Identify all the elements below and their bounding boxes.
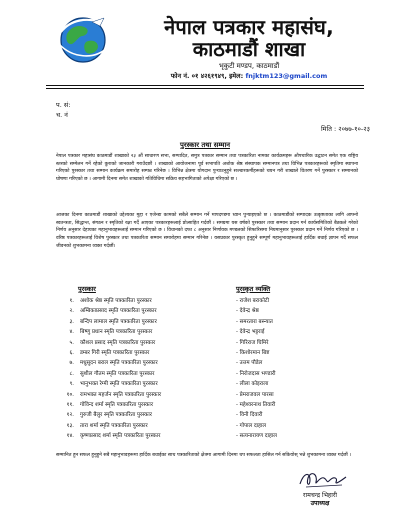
awardee-name: - विनी दिवारी [236, 412, 263, 419]
award-name: अशोक श्रेष्ठ स्मृति पत्रकारिता पुरस्कार [80, 298, 152, 304]
table-row [56, 379, 366, 389]
award-number: १. [69, 298, 74, 304]
award-name: मधुसुदन बराल स्मृति पत्रकारिता पुरस्कार [80, 360, 158, 367]
award-name: तारा शर्मा स्मृति पत्रकारिता पुरस्कार [80, 422, 148, 429]
body-paragraph-2: आजका दिनमा काठमाडौं शाखाको उद्देश्यका मुद्दा र एजेन्डा कामको सबैले सम्मान गर्ने मापदण्डमा ध्यान पुर्‍याइएको छ । काठमाडौंको सम्पादक उत्कृष्टताका लागि आफ्नो स्वतन्त्रता, सिद्धान्त, संगठन र स्मृतिको रक्षा गर्दै आएका पत्रकारहरूलाई प्रोत्साहित गर्दछौं । समग्रमा यस वर्षको पुरस्कार तथा सम्मान प्रदान गर्न कार्यसमितिको बैठकले गरेको निर्णय अनुसार देहायका महानुभावहरूलाई सम्मान गरिएको छ । विधानको दफा ८ अनुसार निर्णायक मण्डलको सिफारिसमा नियमानुसार पुरस्कार प्रदान गर्ने निर्णय गरिएको छ । वरिष्ठ पत्रकारहरूलाई विशेष पुरस्कार तथा पत्रकारिता सम्मान समारोहमा सम्मान गरिनेछ । यसप्रकार पुरस्कृत हुनुहुने सम्पूर्ण महानुभावहरूलाई हार्दिक बधाई ज्ञापन गर्दै सफल जीवनको शुभकामना व्यक्त गर्दछौं। [56, 213, 358, 249]
table-row [56, 296, 366, 306]
table-row [56, 358, 366, 368]
fnj-logo-icon [56, 14, 110, 66]
table-row [56, 410, 366, 420]
contact-phone: फोन नं. ०१ ४२६१९४९, इमेल: [170, 72, 246, 80]
award-name: गुरुजी बैलुर स्मृति पत्रकारिता पुरस्कार [80, 412, 152, 419]
award-name: सुशील गौतम स्मृति पत्रकारिता पुरस्कार [80, 370, 155, 377]
award-name: बन्दिप लामाल स्मृति पत्रकारिता पुरस्कार [80, 318, 157, 325]
table-row [56, 327, 366, 337]
award-name: बिष्णु प्रधान स्मृति पत्रकारिता पुरस्कार [80, 329, 153, 336]
branch-title: काठमाडौं शाखा [192, 37, 306, 61]
award-number: ६. [69, 350, 74, 356]
letter-date: मिति : २०७७-१०-२३ [320, 125, 370, 133]
dispatch-number: च. नं [56, 111, 68, 119]
table-row [56, 306, 366, 316]
awardee-name: - लीला कोइराला [236, 381, 269, 388]
awardee-name: - प्रेमराजवल पारसा [236, 391, 274, 398]
table-row [56, 400, 366, 410]
award-number: १०. [66, 391, 74, 398]
award-name: अम्बिकाप्रसाद स्मृति पत्रकारिता पुरस्कार [80, 308, 157, 315]
awardee-name: - देवेन्द्र भट्टराई [236, 329, 265, 336]
reference-number: प. सं: [56, 101, 71, 109]
award-number: ८. [69, 370, 74, 377]
award-name: भानुभक्त रेग्मी स्मृति पत्रकारिता पुरस्कार [80, 381, 158, 388]
letterhead-divider-thin [46, 88, 364, 89]
award-number: १२. [66, 412, 74, 419]
awardee-name: - गिरिराज घिमिरे [236, 339, 269, 346]
table-row [56, 421, 366, 431]
letter-subject: पुरस्कार तथा सम्मान [180, 141, 230, 149]
award-number: ९. [69, 381, 74, 388]
table-header-award: पुरस्कार [78, 285, 96, 293]
table-row [56, 431, 366, 441]
table-row [56, 390, 366, 400]
table-row [56, 338, 366, 348]
signatory-name: रामचन्द्र भिहारी [303, 492, 337, 499]
award-number: २. [69, 308, 74, 315]
award-name: कौशल प्रसाद स्मृति पत्रकारिता पुरस्कार [80, 339, 156, 346]
table-header-person: पुरस्कृत व्यक्ति [236, 285, 271, 293]
award-name: कृष्णप्रसाद शर्मा स्मृति पत्रकारिता पुरस्कार [80, 433, 161, 440]
awardee-name: - उत्तम पौडेल [236, 360, 263, 367]
award-number: १३. [66, 422, 74, 429]
awardee-name: - निरोजदास भण्डारी [236, 370, 276, 377]
award-number: ४. [69, 329, 74, 336]
awardee-name: - देवेन्द्र श्रेष्ठ [236, 308, 259, 315]
body-paragraph-1: नेपाल पत्रकार महासंघ काठमाडौं शाखाको २३ औं साधारण सभा, सम्पादित, समुत्र पत्रकार सम्मान तथा पत्रकारिता नामका कार्यक्रमहरू औपचारिक उद्घाटन समेत एक राष्ट्रिय स्तरको सम्मेलन गर्ने रहेको कुराको जानकारी गराउँदछौं । शाखाको आयोजनामा पूर्व सभापति अशोक श्रेष्ठ संस्थापक सम्मानपत्र तथा विभिन्न पत्रकारहरूको स्मृतिमा स्थापना गरिएको पुरस्कार तथा सम्मान कार्यक्रम समारोह सम्पन्न गरिनेछ । विभिन्न क्षेत्रमा योगदान पुर्‍याउनुहुने सञ्चारकर्मीहरूको चयन गरी शाखाले वितरण गर्ने पुरस्कार र सम्मानको घोषणा गरिएको छ । आगामी दिनमा समेत शाखाको गतिविधिमा सक्रिय सहभागिताको अपेक्षा गरिएको छ । [56, 154, 358, 183]
table-row [56, 348, 366, 358]
awardee-name: - गोपाल दाहाल [236, 422, 267, 429]
organization-address: भृकुटी मण्डप, काठमाडौं [218, 62, 280, 70]
award-number: १४. [66, 433, 74, 440]
letterhead-divider [46, 85, 364, 86]
award-name: डम्बर गिरी स्मृति पत्रकारिता पुरस्कार [80, 350, 150, 356]
signature-icon [296, 468, 350, 490]
award-number: ११. [66, 402, 74, 408]
awardee-name: - किशोरमान बिष्ट [236, 350, 270, 356]
closing-paragraph: सम्मानित हुन सफल हुनुहुने सबै महानुभावहरूमा हार्दिक बधाईका साथ पत्रकारिताको क्षेत्रमा आगामी दिनमा थप सफलता हासिल गर्न सकियोस् भन्ने शुभकामना व्यक्त गर्दछौं । [56, 453, 352, 458]
organization-title: नेपाल पत्रकार महासंघ, [164, 15, 334, 39]
award-number: ७. [69, 360, 74, 367]
award-number: ५. [69, 339, 74, 346]
contact-email: fnjktm123@gmail.com [245, 72, 328, 80]
awardee-name: - राजेश बराकोटी [236, 298, 269, 304]
organization-contact [114, 72, 384, 81]
awardee-name: - सत्यनारायण दाहाल [236, 433, 277, 440]
table-row [56, 317, 366, 327]
award-number: ३. [69, 318, 74, 325]
table-row [56, 369, 366, 379]
signatory-position: उपाध्यक्ष [310, 500, 330, 507]
award-name: गोविन्द शर्मा स्मृति पत्रकारिता पुरस्कार [80, 402, 154, 408]
award-name: रामभक्त महर्जन स्मृति पत्रकारिता पुरस्कार [80, 391, 162, 398]
awardee-name: - समरतारा बस्न्यात [236, 318, 273, 325]
awardee-name: - महेश्वरनाथ तिवारी [236, 402, 276, 408]
